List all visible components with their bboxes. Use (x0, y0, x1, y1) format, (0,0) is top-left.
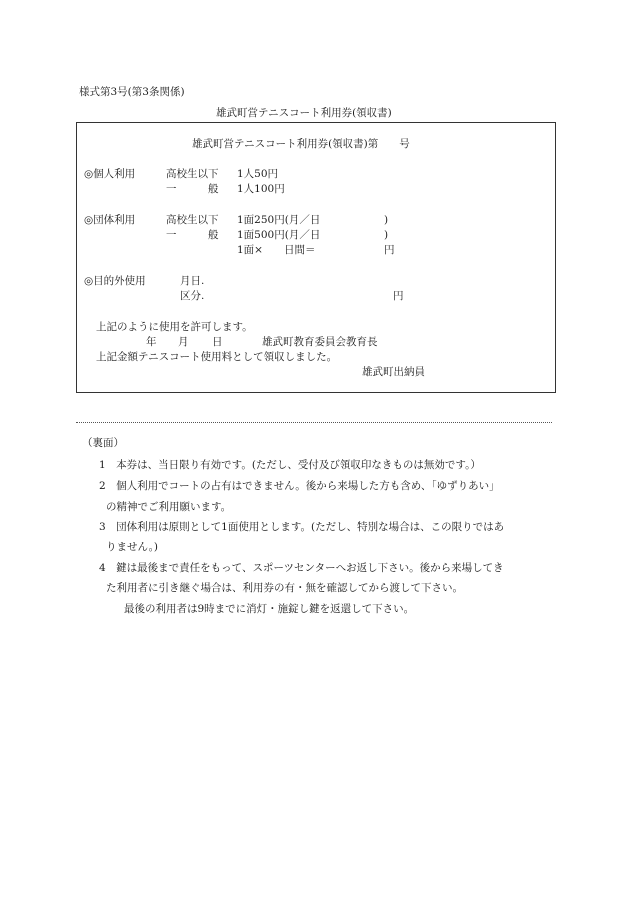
date-day: 日 (212, 336, 223, 348)
group-general-category: 一 般 (166, 229, 219, 241)
back-note-4-line-2: た利用者に引き継ぐ場合は、利用券の有・無を確認してから渡して下さい。 (106, 582, 463, 594)
individual-general-category: 一 般 (166, 183, 219, 195)
date-month: 月 (178, 336, 189, 348)
back-note-1: 1 本券は、当日限り有効です。(ただし、受付及び領収印なきものは無効です。） (99, 459, 481, 471)
individual-use-label: ◎個人利用 (84, 168, 136, 180)
ticket-title: 雄武町営テニスコート利用券(領収書)第 号 (192, 138, 410, 150)
back-note-2-line-1: 2 個人利用でコートの占有はできません。後から来場した方も含め、「ゆずりあい」 (99, 480, 500, 492)
group-student-close-paren: ) (384, 214, 389, 226)
permission-text: 上記のように使用を許可します。 (96, 321, 253, 333)
other-use-date-label: 月日. (180, 275, 205, 287)
date-year: 年 (146, 336, 157, 348)
individual-general-price: 1人100円 (237, 183, 285, 195)
back-heading: （裏面） (82, 437, 124, 449)
document-title: 雄武町営テニスコート利用券(領収書) (216, 107, 392, 119)
group-calc-yen: 円 (384, 244, 395, 256)
group-general-close-paren: ) (384, 229, 389, 241)
receipt-text: 上記金額テニスコート使用料として領収しました。 (96, 351, 338, 363)
cashier-name: 雄武町出納員 (362, 366, 425, 378)
form-number-label: 様式第3号(第3条関係) (79, 86, 185, 98)
group-student-category: 高校生以下 (166, 214, 219, 226)
individual-student-category: 高校生以下 (166, 168, 219, 180)
group-student-price: 1面250円(月／日 (237, 214, 321, 226)
other-use-label: ◎目的外使用 (84, 275, 146, 287)
dotted-cut-line (76, 422, 552, 423)
other-use-class-label: 区分. (180, 290, 205, 302)
back-note-4-line-1: 4 鍵は最後まで責任をもって、スポーツセンターへお返し下さい。後から来場してき (99, 562, 504, 574)
other-use-yen: 円 (393, 290, 404, 302)
individual-student-price: 1人50円 (237, 168, 279, 180)
back-note-3-line-2: りません。) (106, 541, 158, 553)
back-note-4-line-3: 最後の利用者は9時までに消灯・施錠し鍵を返還して下さい。 (124, 603, 415, 615)
group-calc-line: 1面× 日間＝ (237, 244, 316, 256)
group-general-price: 1面500円(月／日 (237, 229, 321, 241)
back-note-3-line-1: 3 団体利用は原則として1面使用とします。(ただし、特別な場合は、この限りではあ (99, 521, 505, 533)
group-use-label: ◎団体利用 (84, 214, 136, 226)
back-note-2-line-2: の精神でご利用願います。 (106, 501, 232, 513)
issuer-name: 雄武町教育委員会教育長 (262, 336, 378, 348)
